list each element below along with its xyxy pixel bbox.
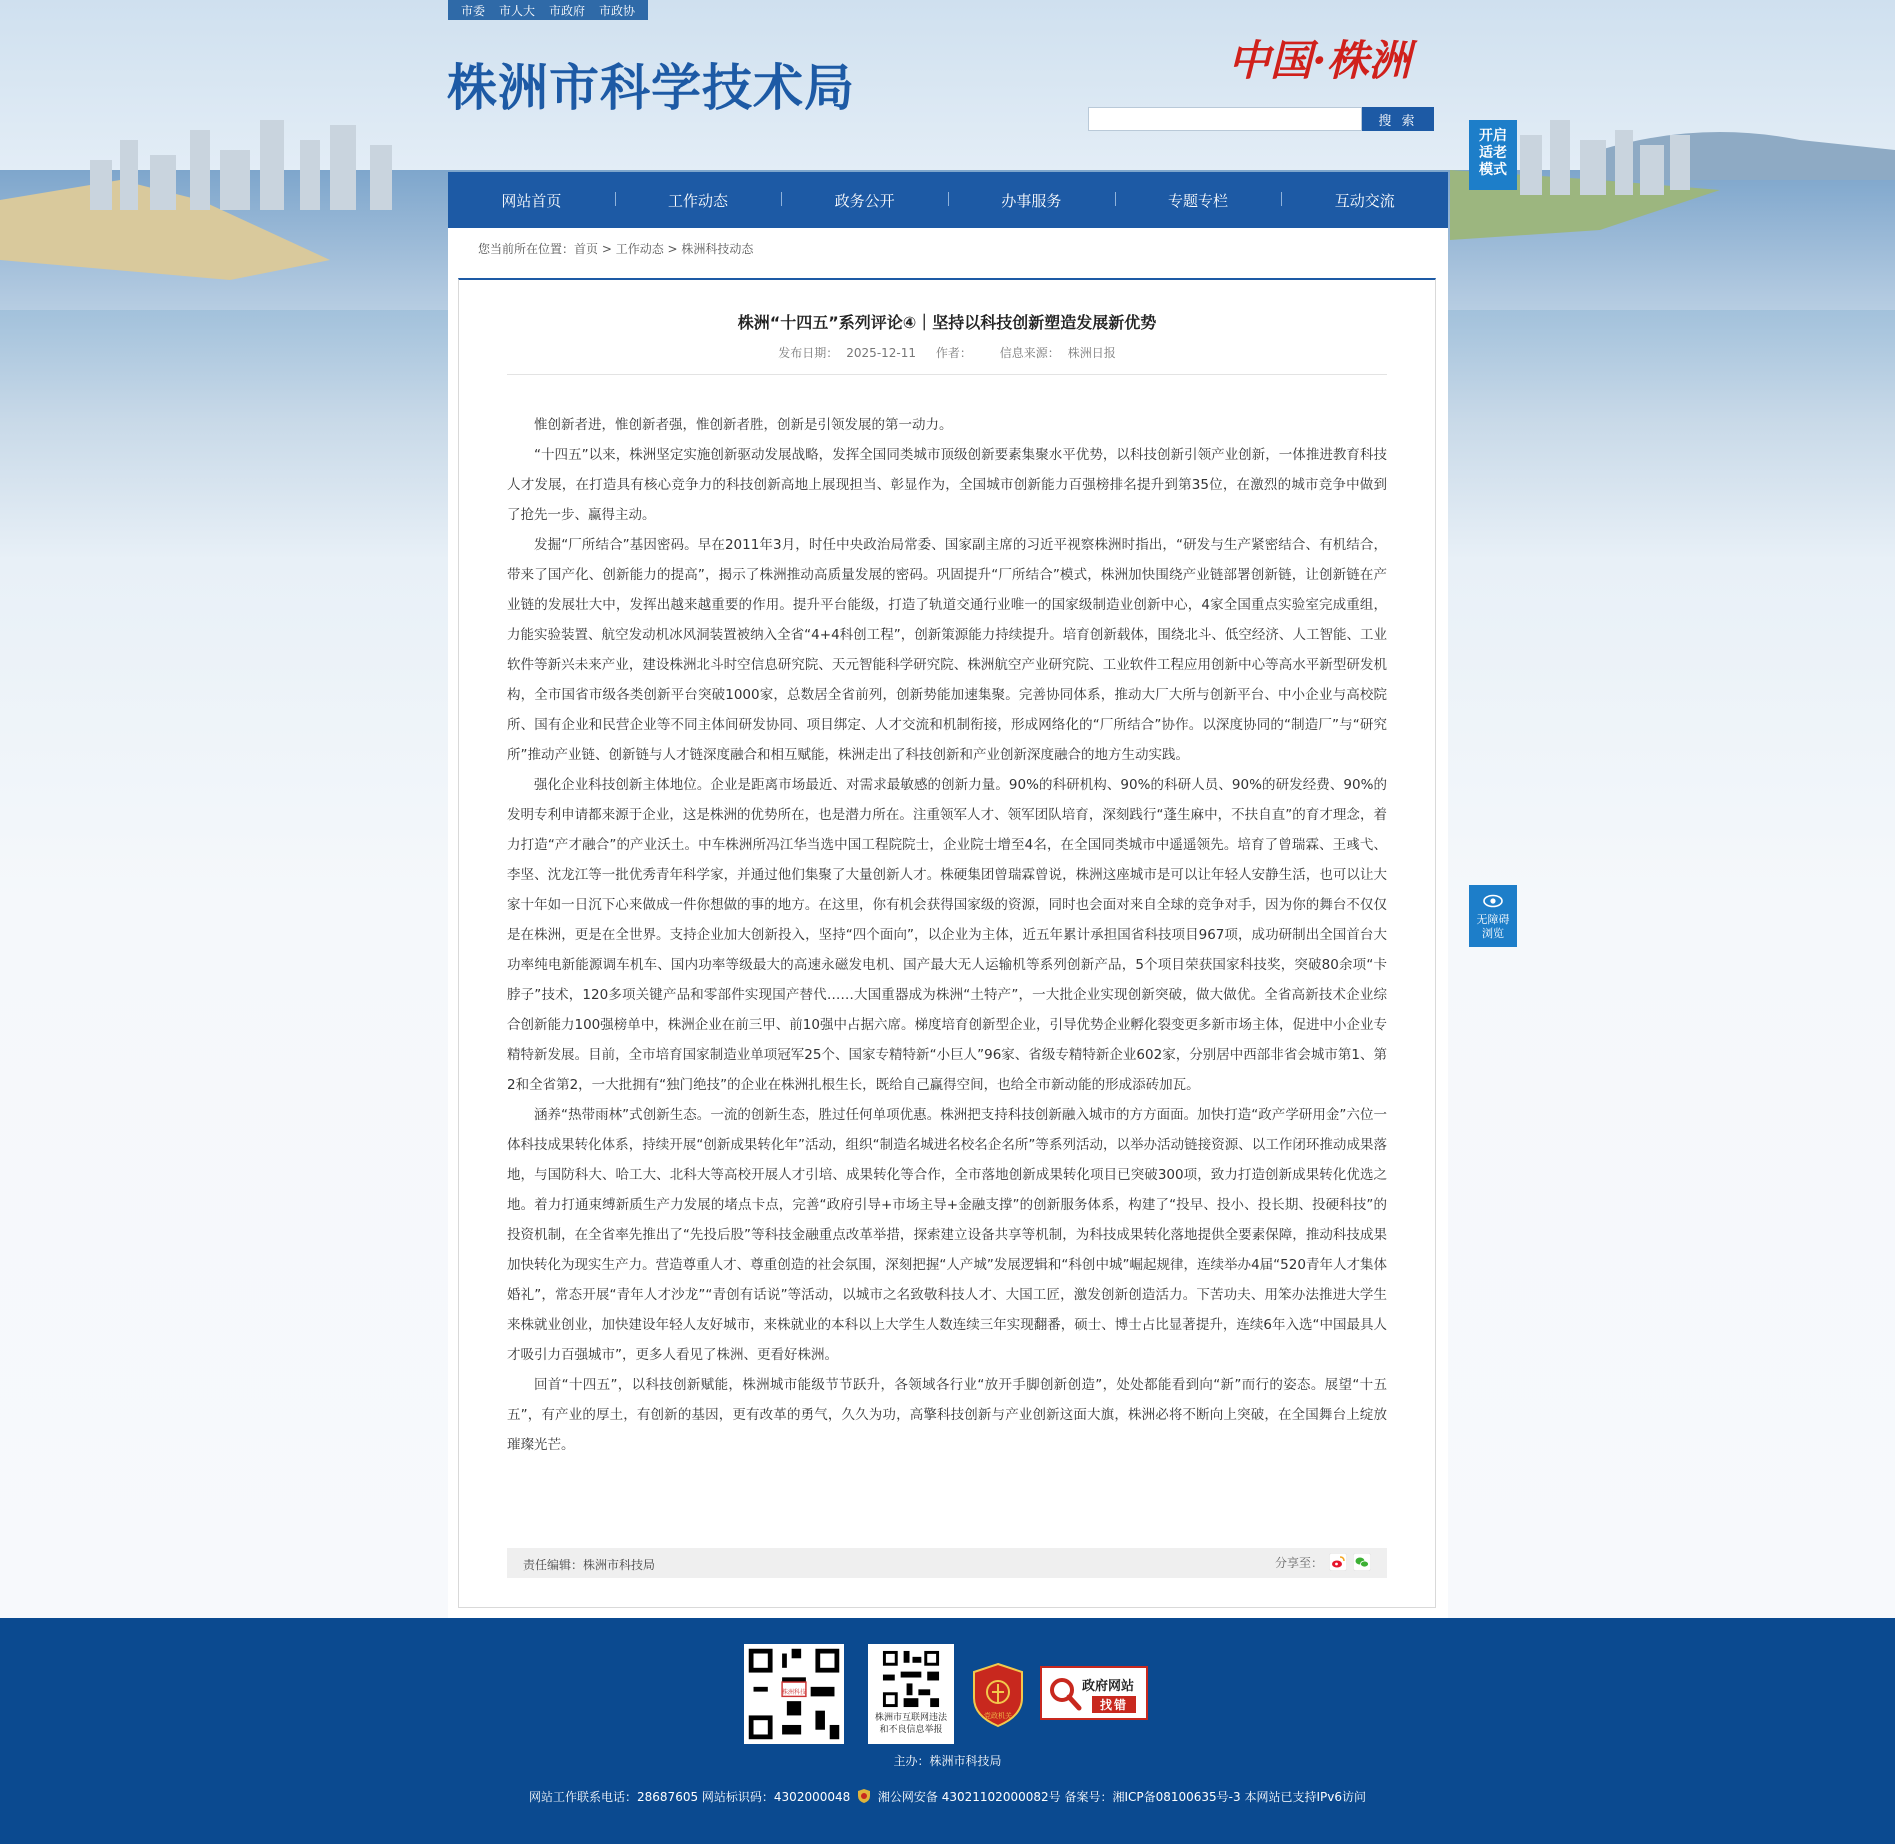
nav-topics[interactable]: 专题专栏 (1115, 190, 1282, 211)
main-nav (448, 172, 1448, 228)
article-meta (459, 344, 1435, 361)
elder-mode-line: 模式 (1479, 162, 1507, 178)
breadcrumb-separator: > (663, 242, 682, 256)
nav-home[interactable]: 网站首页 (501, 191, 562, 210)
article-box (458, 278, 1436, 1608)
nav-services[interactable]: 办事服务 (948, 190, 1115, 211)
top-link-party[interactable]: 市委 (461, 3, 486, 18)
top-link-congress[interactable]: 市人大 (499, 3, 536, 18)
gov-site-error-report[interactable] (1040, 1666, 1148, 1720)
paragraph: 惟创新者进，惟创新者强，惟创新者胜，创新是引领发展的第一动力。 (534, 417, 953, 433)
breadcrumb-home[interactable]: 首页 (574, 242, 599, 256)
share-label: 分享至： (1274, 1555, 1323, 1570)
error-site-action: 找错 (1092, 1696, 1136, 1713)
site-footer (0, 1618, 1895, 1844)
article-body (507, 410, 1387, 1460)
qr-label: 株洲科技 (781, 1689, 806, 1696)
publish-date: 2025-12-11 (846, 346, 917, 360)
paragraph: “十四五”以来，株洲坚定实施创新驱动发展战略，发挥全国同类城市顶级创新要素集聚水平优势，以科技创新引领产业创新，一体推进教育科技人才发展，在打造具有核心竞争力的科技创新高地上展现担当、彰显作为，全国城市创新能力百强榜排名提升到第35位，在激烈的城市竞争中做到了抢先一步、赢得主动。 (507, 447, 1387, 523)
report-caption (868, 1712, 954, 1736)
elder-mode-button[interactable] (1469, 120, 1517, 190)
article-title: 株洲“十四五”系列评论④｜坚持以科技创新塑造发展新优势 (737, 313, 1157, 332)
breadcrumb-separator: > (598, 242, 616, 256)
paragraph: 强化企业科技创新主体地位。企业是距离市场最近、对需求最敏感的创新力量。90%的科研机构、90%的科研人员、90%的研发经费、90%的发明专利申请都来源于企业，这是株洲的优势所在，也是潜力所在。注重领军人才、领军团队培育，深刻践行“蓬生麻中，不扶自直”的育才理念，着力打造“产才融合”的产业沃土。中车株洲所冯江华当选中国工程院院士，企业院士增至4名，在全国同类城市中遥遥领先。培育了曾瑞霖、王彧弋、李坚、沈龙江等一批优秀青年科学家，并通过他们集聚了大量创新人才。株硬集团曾瑞霖曾说，株洲这座城市是可以让年轻人安静生活，也可以让大家十年如一日沉下心来做成一件你想做的事的地方。在这里，你有机会获得国家级的资源，同时也会面对来自全球的竞争对手，因为你的舞台不仅仅是在株洲，更是在全世界。支持企业加大创新投入，坚持“四个面向”，以企业为主体，近五年累计承担国省科技项目967项，成功研制出全国首台大功率纯电新能源调车机车、国内功率等级最大的高速永磁发电机、国产最大无人运输机等系列创新产品，5个项目荣获国家科技奖，突破80余项“卡脖子”技术，120多项关键产品和零部件实现国产替代……大国重器成为株洲“土特产”，一大批企业实现创新突破，做大做优。全省高新技术企业综合创新能力100强榜单中，株洲企业在前三甲、前10强中占据六席。梯度培育创新型企业，引导优势企业孵化裂变更多新市场主体，促进中小企业专精特新发展。目前，全市培育国家制造业单项冠军25个、国家专精特新“小巨人”96家、省级专精特新企业602家，分别居中西部非省会城市第1、第2和全省第2，一大批拥有“独门绝技”的企业在株洲扎根生长，既给自己赢得空间，也给全市新动能的形成添砖加瓦。 (507, 777, 1387, 1093)
footer-police-record[interactable]: 湘公网安备 43021102000082号 备案号：湘ICP备08100635号-3 本网站已支持IPv6访问 (877, 1790, 1366, 1804)
elder-mode-line: 开启 (1479, 128, 1507, 144)
breadcrumb-prefix: 您当前所在位置： (478, 242, 575, 256)
paragraph: 涵养“热带雨林”式创新生态。一流的创新生态，胜过任何单项优惠。株洲把支持科技创新融入城市的方方面面。加快打造“政产学研用金”六位一体科技成果转化体系，持续开展“创新成果转化年”活动，组织“制造名城进名校名企名所”等系列活动，以举办活动链接资源、以工作闭环推动成果落地，与国防科大、哈工大、北科大等高校开展人才引培、成果转化等合作，全市落地创新成果转化项目已突破300项，致力打造创新成果转化优选之地。着力打通束缚新质生产力发展的堵点卡点，完善“政府引导+市场主导+金融支撑”的创新服务体系，构建了“投早、投小、投长期、投硬科技”的投资机制，在全省率先推出了“先投后股”等科技金融重点改革举措，探索建立设备共享等机制，为科技成果转化落地提供全要素保障，推动科技成果加快转化为现实生产力。营造尊重人才、尊重创造的社会氛围，深刻把握“人产城”发展逻辑和“科创中城”崛起规律，连续举办4届“520青年人才集体婚礼”，常态开展“青年人才沙龙”“青创有话说”等活动，以城市之名致敬科技人才、大国工匠，激发创新创造活力。下苦功夫、用笨办法推进大学生来株就业创业，加快建设年轻人友好城市，来株就业的本科以上大学生人数连续三年实现翻番，硕士、博士占比显著提升，连续6年入选“中国最具人才吸引力百强城市”，更多人看见了株洲、更看好株洲。 (507, 1107, 1387, 1363)
police-badge-icon (856, 1788, 872, 1804)
accessibility-label: 无障碍 (1476, 913, 1510, 926)
accessibility-label: 浏览 (1482, 927, 1504, 940)
magnifier-icon (1048, 1676, 1082, 1712)
party-gov-badge-icon[interactable] (970, 1662, 1026, 1728)
article-footer-bar (507, 1548, 1387, 1578)
breadcrumb-work-news[interactable]: 工作动态 (615, 242, 664, 256)
site-title[interactable]: 株洲市科学技术局 (447, 59, 855, 117)
footer-host: 主办：株洲市科技局 (893, 1754, 1002, 1768)
weibo-icon[interactable] (1329, 1553, 1347, 1571)
editor-info (523, 1556, 655, 1573)
nav-interaction[interactable]: 互动交流 (1281, 190, 1448, 211)
accessibility-button[interactable] (1469, 885, 1517, 947)
share-tools (1275, 1553, 1371, 1571)
editor-name: 株洲市科技局 (583, 1558, 656, 1572)
report-caption-line: 株洲市互联网违法 (874, 1713, 947, 1723)
breadcrumb (478, 240, 753, 257)
footer-contact: 网站工作联系电话：28687605 网站标识码：4302000048 (529, 1790, 851, 1804)
paragraph: 回首“十四五”，以科技创新赋能，株洲城市能级节节跃升，各领域各行业“放开手脚创新创造”，处处都能看到向“新”而行的姿态。展望“十五五”，有产业的厚土，有创新的基因，更有改革的勇气，久久为功，高擎科技创新与产业创新这面大旗，株洲必将不断向上突破，在全国舞台上绽放璀璨光芒。 (507, 1377, 1387, 1453)
content-panel (448, 228, 1448, 1618)
wechat-qr-code (744, 1644, 844, 1744)
nav-gov-affairs[interactable]: 政务公开 (781, 190, 948, 211)
source: 株洲日报 (1067, 346, 1116, 360)
paragraph: 发掘“厂所结合”基因密码。早在2011年3月，时任中央政治局常委、国家副主席的习近平视察株洲时指出，“研发与生产紧密结合、有机结合，带来了国产化、创新能力的提高”，揭示了株洲推动高质量发展的密码。巩固提升“厂所结合”模式，株洲加快围绕产业链部署创新链，让创新链在产业链的发展壮大中，发挥出越来越重要的作用。提升平台能级，打造了轨道交通行业唯一的国家级制造业创新中心，4家全国重点实验室完成重组，力能实验装置、航空发动机冰风洞装置被纳入全省“4+4科创工程”，创新策源能力持续提升。培育创新载体，围绕北斗、低空经济、人工智能、工业软件等新兴未来产业，建设株洲北斗时空信息研究院、天元智能科学研究院、株洲航空产业研究院、工业软件工程应用创新中心等高水平新型研发机构，全市国省市级各类创新平台突破1000家，总数居全省前列，创新势能加速集聚。完善协同体系，推动大厂大所与创新平台、中小企业与高校院所、国有企业和民营企业等不同主体间研发协同、项目绑定、人才交流和机制衔接，形成网络化的“厂所结合”协作。以深度协同的“制造厂”与“研究所”推动产业链、创新链与人才链深度融合和相互赋能，株洲走出了科技创新和产业创新深度融合的地方生动实践。 (507, 537, 1387, 763)
source-label: 信息来源： (999, 346, 1060, 360)
elder-mode-line: 适老 (1479, 145, 1507, 161)
top-links-bar (448, 0, 648, 20)
date-label: 发布日期： (778, 346, 839, 360)
brand-calligraphy-logo: 中国·株洲 (1228, 36, 1411, 85)
report-qr-code[interactable] (868, 1644, 954, 1744)
report-caption-line: 和不良信息举报 (879, 1725, 943, 1735)
editor-label: 责任编辑： (523, 1558, 584, 1572)
wechat-icon[interactable] (1353, 1553, 1371, 1571)
search-button[interactable]: 搜 索 (1362, 107, 1434, 131)
eye-icon (1482, 893, 1504, 909)
footer-info (0, 1788, 1895, 1805)
error-site-title: 政府网站 (1082, 1679, 1135, 1694)
search-bar (1088, 107, 1434, 131)
search-input[interactable] (1088, 107, 1362, 131)
author-label: 作者： (935, 346, 972, 360)
badge-text: 党政机关 (984, 1712, 1012, 1720)
top-link-cppcc[interactable]: 市政协 (599, 3, 636, 18)
breadcrumb-tech-news[interactable]: 株洲科技动态 (681, 242, 754, 256)
nav-work-news[interactable]: 工作动态 (615, 190, 782, 211)
divider (507, 374, 1387, 375)
top-link-government[interactable]: 市政府 (549, 3, 586, 18)
